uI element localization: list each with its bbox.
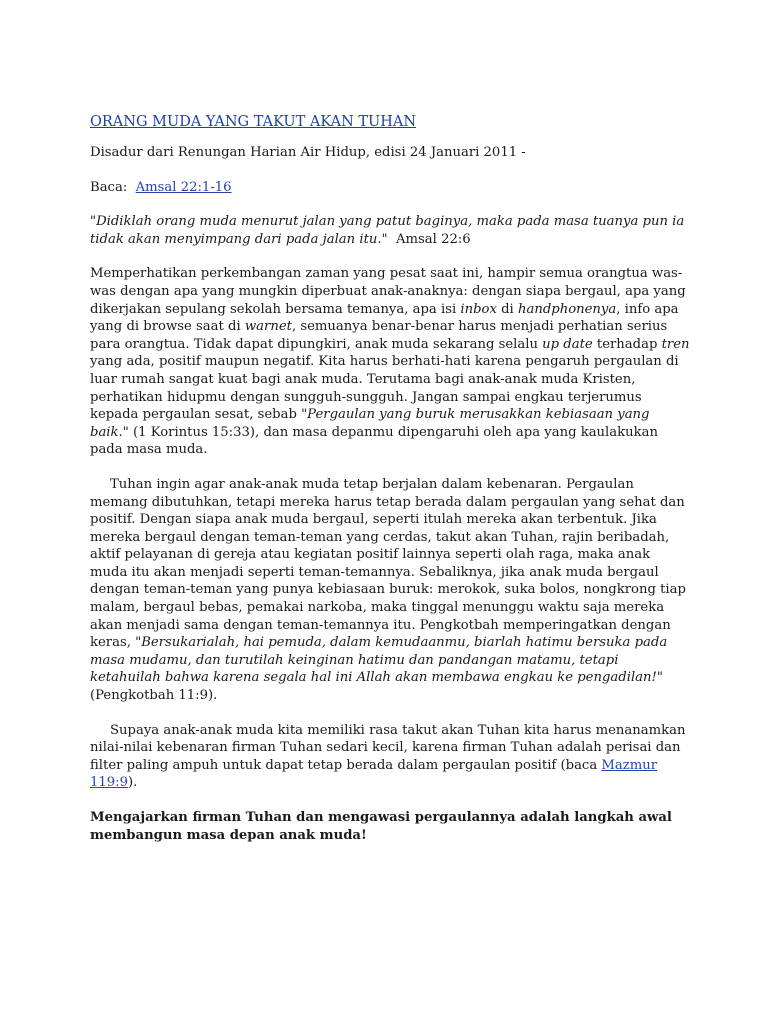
- reading-label: Baca:: [90, 179, 128, 195]
- paragraph-1: [90, 265, 690, 459]
- p1-text-5: terhadap: [592, 336, 662, 352]
- p1-italic-handphone: handphonenya: [517, 301, 617, 317]
- paragraph-2: [90, 476, 690, 705]
- p1-text-2: di: [496, 301, 518, 317]
- p1-italic-warnet: warnet: [244, 319, 292, 335]
- p3-text-1: Supaya anak-anak muda kita memiliki rasa takut akan Tuhan kita harus menanamkan nilai-nilai kebenaran firman Tuhan sedari kecil, karena firman Tuhan adalah perisai dan filter paling ampuh untuk dapat tetap berada dalam pergaulan positif (baca: [90, 722, 686, 773]
- p1-text-7: (1 Korintus 15:33), dan masa depanmu dipengaruhi oleh apa yang kaulakukan pada masa muda.: [90, 424, 658, 458]
- paragraph-3: [90, 722, 690, 792]
- p3-text-2: ).: [128, 775, 138, 791]
- p2-italic-quote: "Bersukarialah, hai pemuda, dalam kemudaanmu, biarlah hatimu bersuka pada masa mudamu, dan turutilah keinginan hatimu dan pandangan matamu, tetapi ketahuilah bahwa karena segala hal ini Allah akan membawa engkau ke pengadilan!": [90, 635, 668, 686]
- reading-link[interactable]: Amsal 22:1-16: [135, 179, 232, 195]
- p2-text-2: (Pengkotbah 11:9).: [90, 688, 218, 704]
- p1-text-1: Memperhatikan perkembangan zaman yang pesat saat ini, hampir semua orangtua was-was dengan apa yang mungkin diperbuat anak-anaknya: dengan siapa bergaul, apa yang dikerjakan sepulang sekolah bersama temanya, apa isi: [90, 266, 686, 317]
- p1-italic-update: up date: [542, 336, 593, 352]
- key-verse-ref: Amsal 22:6: [396, 231, 471, 247]
- p1-text-4: , semuanya benar-benar harus menjadi perhatian serius para orangtua. Tidak dapat dipungkiri, anak muda sekarang selalu: [90, 319, 668, 352]
- p1-text-3: , info apa yang di browse saat di: [90, 301, 679, 335]
- p1-italic-inbox: inbox: [460, 301, 497, 317]
- key-verse-quote: "Didiklah orang muda menurut jalan yang patut baginya, maka pada masa tuanya pun ia tidak akan menyimpang dari pada jalan itu.": [90, 214, 685, 247]
- document-page: [90, 112, 690, 861]
- key-verse: [90, 213, 690, 248]
- mazmur-link[interactable]: Mazmur 119:9: [90, 757, 658, 791]
- p1-italic-quote: "Pergaulan yang buruk merusakkan kebiasaan yang baik.": [90, 407, 650, 440]
- p1-text-6: yang ada, positif maupun negatif. Kita harus berhati-hati karena pengaruh pergaulan di luar rumah sangat kuat bagi anak muda. Terutama bagi anak-anak muda Kristen, perhatikan hidupmu dengan sungguh-sungguh. Jangan sampai engkau terjerumus kepada pergaulan sesat, sebab: [90, 354, 679, 423]
- p2-text-1: Tuhan ingin agar anak-anak muda tetap berjalan dalam kebenaran. Pergaulan memang dibutuhkan, tetapi mereka harus tetap berada dalam pergaulan yang sehat dan positif. Dengan siapa anak muda bergaul, seperti itulah mereka akan terbentuk. Jika mereka bergaul dengan teman-teman yang cerdas, takut akan Tuhan, rajin beribadah, aktif pelayanan di gereja atau kegiatan positif lainnya seperti olah raga, maka anak muda itu akan menjadi seperti teman-temannya. Sebaliknya, jika anak muda bergaul dengan teman-teman yang punya kebiasaan buruk: merokok, suka bolos, nongkrong tiap malam, bergaul bebas, pemakai narkoba, maka tinggal menunggu waktu saja mereka akan menjadi sama dengan teman-temannya itu. Pengkotbah memperingatkan dengan keras,: [90, 476, 686, 651]
- article-title: [90, 112, 690, 132]
- source-line: Disadur dari Renungan Harian Air Hidup, edisi 24 Januari 2011 -: [90, 145, 526, 160]
- closing-statement: Mengajarkan firman Tuhan dan mengawasi pergaulannya adalah langkah awal membangun masa depan anak muda!: [90, 810, 672, 843]
- title-link[interactable]: ORANG MUDA YANG TAKUT AKAN TUHAN: [90, 114, 417, 130]
- p1-italic-tren: tren: [661, 336, 690, 352]
- reading-line: [90, 179, 690, 197]
